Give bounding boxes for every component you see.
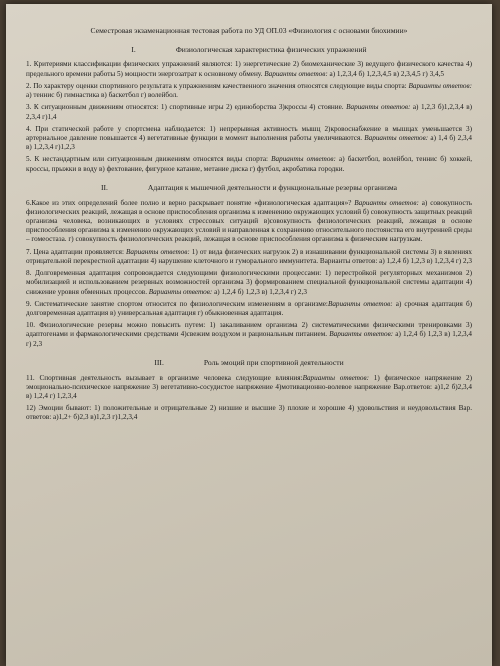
section-heading — [26, 183, 472, 193]
section-heading — [26, 45, 472, 55]
question-item — [26, 155, 472, 173]
question-item — [26, 199, 472, 245]
section-heading — [26, 358, 472, 368]
document-title: Семестровая экзаменационная тестовая работа по УД ОП.03 «Физиология с основами биохимии» — [90, 26, 408, 35]
question-item — [26, 103, 472, 121]
section-title: Физиологическая характеристика физических упражнений — [175, 44, 367, 54]
question-after-text: 1) от вида физических нагрузок 2) в изнашивании функциональной системы 3) в явлениях отрицательной перекрестной адаптации 4) нарушение клеточного и гуморального иммунитета. Варианты ответов: а) 1,2,4 б) 1,2,3 в) 1,2,3,4 г) 2,3 — [26, 247, 472, 265]
question-item — [26, 374, 472, 402]
question-after-text: 1) физическое напряжение 2) эмоционально-психическое напряжение 3) вегетативно-сосудистое напряжение 4)мотивационно-волевое напряжение Вар.ответов: а)1,2 б)2,3,4 в) 1,2,4 г) 1,2,3,4 — [26, 373, 473, 400]
question-variants-text: Варианты ответов: — [148, 287, 213, 296]
question-before-text: 6.Какое из этих определений более полно и верно раскрывает понятие «физиологическая адаптация»? — [26, 198, 355, 207]
question-variants-text: Варианты ответов: — [327, 299, 393, 308]
section-title: Адаптация к мышечной деятельности и функциональные резервы организма — [147, 182, 398, 192]
question-variants-text: Варианты ответов: — [126, 247, 190, 256]
question-variants-text: Варианты ответов: — [329, 330, 394, 339]
question-item — [26, 404, 472, 422]
section-number: II. — [100, 182, 108, 192]
question-after-text: а) 1,2,3 б)1,2,3,4 в) 2,3,4 г)1,4 — [26, 103, 473, 121]
question-before-text: 3. К ситуационным движениям относятся: 1) спортивные игры 2) единоборства 3)кроссы 4) стояние. — [26, 103, 347, 112]
question-variants-text: Варианты ответов: — [354, 198, 419, 207]
question-before-text: 7. Цена адаптации проявляется: — [26, 247, 127, 256]
section-number: III. — [154, 357, 164, 367]
question-after-text: а) теннис б) гимнастика в) баскетбол г) волейбол. — [26, 91, 178, 100]
question-item — [26, 269, 472, 297]
section-title: Роль эмоций при спортивной деятельности — [203, 357, 344, 367]
document-body — [26, 26, 472, 426]
question-item — [26, 300, 472, 318]
paper-sheet — [6, 4, 492, 666]
question-before-text: 5. К нестандартным или ситуационным движениям относятся виды спорта: — [26, 155, 272, 164]
question-before-text: 1. Критериями классификации физических упражнений являются: 1) энергетические 2) биомеханические 3) ведущего физического качества 4) предельного времени работы 5) мощности энергозатрат к основному обмену. — [26, 60, 472, 78]
question-after-text: а) 1,2,4 б) 1,2,3 в) 1,2,3,4 г) 2,3 — [212, 287, 307, 296]
sections-container — [26, 45, 472, 423]
question-before-text: 4. При статической работе у спортсмена наблюдается: 1) непрерывная активность мышц 2)кровоснабжение в мышцах уменьшается 3) артериальное давление повышается 4) вегетативные функции в момент выполнения работы увеличиваются. — [26, 124, 472, 142]
question-before-text: 9. Систематические занятие спортом относится по физиологическим изменениям в организме: — [26, 299, 328, 308]
question-item — [26, 82, 472, 100]
section-number: I. — [131, 44, 136, 54]
question-after-text: а) 1,2,4 б) 1,2,3 в) 1,2,3,4 г) 2,3 — [26, 330, 473, 348]
question-variants-text: Варианты ответов: — [264, 69, 328, 78]
question-variants-text: Варианты ответов: — [364, 133, 429, 142]
question-after-text: а) 1,4 б) 2,3,4 в) 1,2,3,4 г)1,2,3 — [26, 133, 473, 152]
question-variants-text: Варианты ответов: — [408, 81, 472, 90]
question-before-text: 10. Физиологические резервы можно повысить путем: 1) закаливанием организма 2) систематическими физическими тренировками 3) адаптогенами и фармакологическими средствами 4)свежим воздухом и рациональным питанием. — [26, 321, 472, 339]
question-after-text: а) срочная адаптация б) долговременная адаптация в) универсальная адаптация г) обыкновенная адаптация. — [26, 299, 472, 317]
question-after-text: а) совокупность физиологических реакций, лежащая в основе приспособления организма к изменению окружающих условий б) совокупность защитных реакций организма человека, возникающих в условиях стрессовых ситуаций в)совокупность физиологических реакций, лежащая в основе приспособления организма к изменению окружающих условий и направленная к сохранению относительного постоянства его внутренней среды – гомеостаза. г) совокупность физиологических реакций, лежащая в основе приспособления организма к физическим нагрузкам. — [26, 198, 472, 244]
question-variants-text: Варианты ответов: — [271, 155, 336, 164]
question-item — [26, 321, 472, 349]
question-before-text: 11. Спортивная деятельность вызывает в организме человека следующие влияния: — [26, 373, 303, 382]
question-before-text: 12) Эмоции бывают: 1) положительные и отрицательные 2) низшие и высшие 3) плохие и хорошие 4) удовольствия и неудовольствия Вар. ответов: а)1,2+ б)2,3 в)1,2,3 г)1,2,3,4 — [26, 404, 472, 422]
question-variants-text: Варианты ответов: — [346, 103, 411, 112]
question-item — [26, 125, 472, 153]
question-before-text: 8. Долговременная адаптация сопровождается следующими физиологическими процессами: 1) перестройкой регуляторных механизмов 2) мобилизацией и использованием резервных возможностей организма 3) формированием специальной функциональной системы адаптации 4) снижение уровня обменных процессов. — [26, 269, 472, 296]
question-item — [26, 60, 472, 78]
question-after-text: а) баскетбол, волейбол, теннис б) хоккей, кроссы, прыжки в воду в) фехтование, фигурное катание, метание диска г) футбол, акробатика городки. — [26, 155, 473, 173]
question-after-text: а) 1,2,3,4 б) 1,2,3,4,5 в) 2,3,4,5 г) 3,4,5 — [327, 69, 444, 78]
question-variants-text: Варианты ответов: — [302, 373, 370, 382]
question-before-text: 2. По характеру оценки спортивного результата к упражнениям качественного значения относятся следующие виды спорта: — [26, 81, 409, 90]
question-item — [26, 248, 472, 266]
